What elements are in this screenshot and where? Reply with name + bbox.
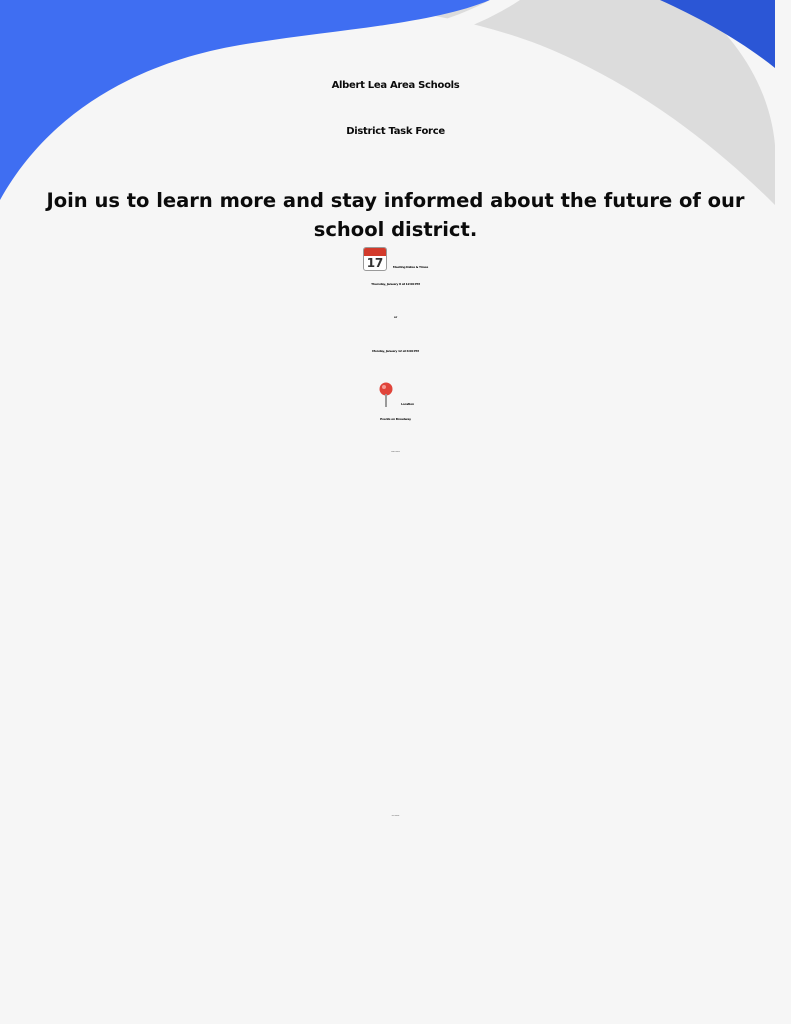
calendar-icon: 17: [363, 247, 387, 271]
title-line-2: District Task Force: [346, 126, 445, 137]
location-venue: Events on Broadway: [380, 417, 411, 421]
food-heading: Food Options: [391, 816, 400, 817]
meeting-separator: or: [393, 315, 398, 319]
title-line-1: Albert Lea Area Schools: [331, 80, 460, 91]
subtitle: Join us to learn more and stay informed about the future of our school district.: [46, 189, 745, 241]
meeting-date-2: Monday, January 12 at 6:00 PM: [372, 349, 419, 353]
meeting-date-1: Thursday, January 8 at 12:00 PM: [371, 282, 420, 286]
meeting-heading: Meeting Dates & Times: [392, 265, 429, 269]
meeting-heading-row: [0, 247, 791, 271]
location-pin-icon: [377, 382, 395, 409]
grey-wave: [300, 0, 775, 205]
expect-heading: What to Expect: [391, 452, 400, 453]
location-heading-row: [0, 382, 791, 409]
location-heading: Location: [401, 402, 414, 406]
